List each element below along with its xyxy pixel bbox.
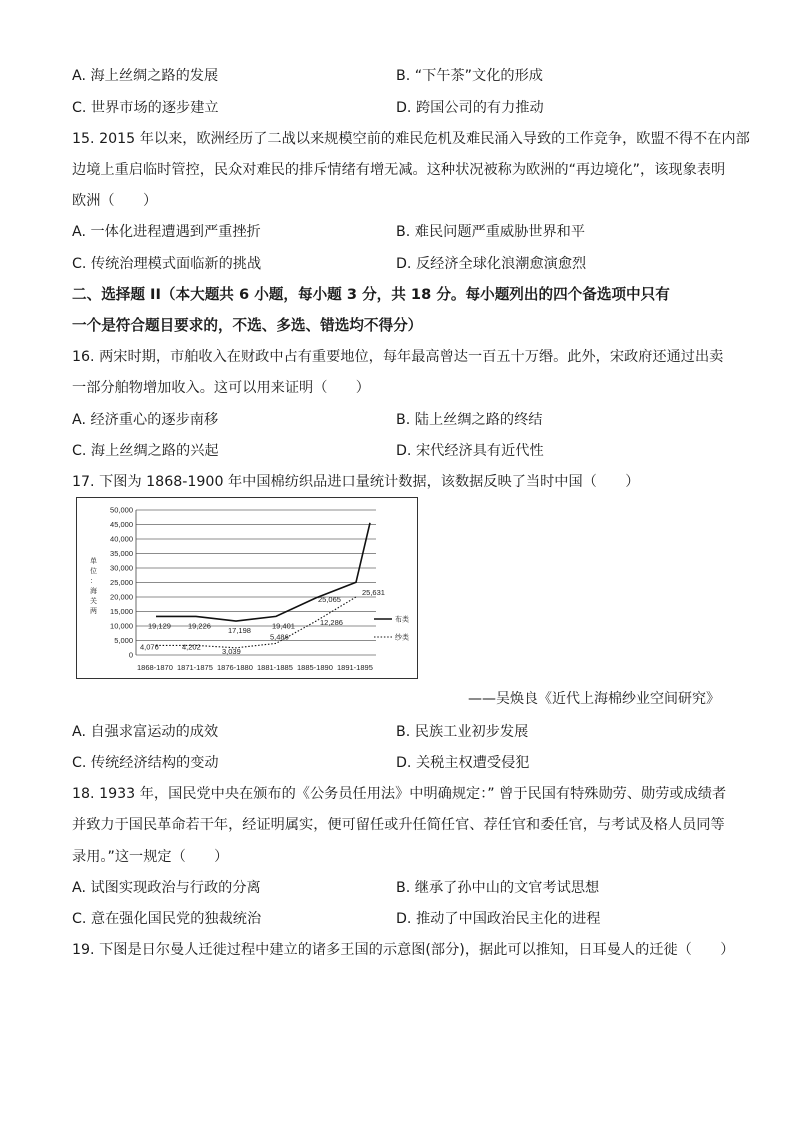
- y-tick-label: 20,000: [110, 592, 133, 602]
- data-label: 19,129: [148, 621, 171, 631]
- cotton-import-chart: [76, 497, 418, 679]
- q17-stem: 17. 下图为 1868-1900 年中国棉纺织品进口量统计数据，该数据反映了当时中国（ ）: [72, 474, 640, 490]
- q19-stem: 19. 下图是日尔曼人迁徙过程中建立的诸多王国的示意图(部分)，据此可以推知，日耳曼人的迁徙（ ）: [72, 942, 735, 958]
- data-label: 19,226: [188, 621, 211, 631]
- section-2-heading-line-1: 二、选择题 II（本大题共 6 小题，每小题 3 分，共 18 分。每小题列出的四个备选项中只有: [72, 286, 670, 303]
- q17-option-a: A. 自强求富运动的成效: [72, 724, 219, 740]
- y-tick-label: 30,000: [110, 563, 133, 573]
- y-axis-label-char-1: 单: [90, 557, 97, 565]
- q18-stem-line-3: 录用。”这一规定（ ）: [72, 849, 229, 865]
- x-tick-label: 1871-1875: [177, 663, 213, 672]
- y-tick-label: 50,000: [110, 505, 133, 515]
- y-tick-label: 45,000: [110, 520, 133, 529]
- legend-label: 布类: [395, 615, 409, 624]
- q15-option-c: C. 传统治理模式面临新的挑战: [72, 256, 262, 272]
- y-axis-label-char-6: 两: [90, 607, 97, 615]
- y-axis-label-char-3: ：: [90, 577, 97, 585]
- y-tick-label: 35,000: [110, 549, 133, 558]
- y-tick-label: 25,000: [110, 578, 133, 587]
- data-label: 3,039: [222, 646, 241, 656]
- q18-option-a: A. 试图实现政治与行政的分离: [72, 880, 261, 896]
- data-label: 17,198: [228, 626, 251, 636]
- q16-option-b: B. 陆上丝绸之路的终结: [396, 412, 543, 428]
- x-tick-label: 1876-1880: [217, 663, 253, 672]
- y-tick-label: 0: [128, 650, 133, 660]
- q15-stem-line-1: 15. 2015 年以来，欧洲经历了二战以来规模空前的难民危机及难民涌入导致的工作竞争，欧盟不得不在内部: [72, 131, 750, 147]
- q15-option-b: B. 难民问题严重威胁世界和平: [396, 224, 586, 240]
- y-tick-label: 10,000: [110, 621, 133, 631]
- q17-option-c: C. 传统经济结构的变动: [72, 755, 219, 771]
- q16-stem-line-1: 16. 两宋时期，市舶收入在财政中占有重要地位，每年最高曾达一百五十万缗。此外，宋政府还通过出卖: [72, 349, 724, 365]
- q15-option-d: D. 反经济全球化浪潮愈演愈烈: [396, 256, 587, 272]
- q15-option-a: A. 一体化进程遭遇到严重挫折: [72, 224, 261, 240]
- q15-stem-line-3: 欧洲（ ）: [72, 193, 158, 209]
- x-tick-label: 1868-1870: [137, 663, 173, 672]
- q17-option-d: D. 关税主权遭受侵犯: [396, 755, 530, 771]
- q18-option-c: C. 意在强化国民党的独裁统治: [72, 911, 262, 927]
- q14-option-a: A. 海上丝绸之路的发展: [72, 68, 219, 84]
- legend-label: 纱类: [395, 633, 409, 642]
- q14-option-d: D. 跨国公司的有力推动: [396, 100, 544, 116]
- q18-option-b: B. 继承了孙中山的文官考试思想: [396, 880, 600, 896]
- q17-option-b: B. 民族工业初步发展: [396, 724, 529, 740]
- q14-option-c: C. 世界市场的逐步建立: [72, 100, 219, 116]
- cotton-import-chart-svg: [76, 497, 418, 679]
- q18-stem-line-1: 18. 1933 年，国民党中央在颁布的《公务员任用法》中明确规定：” 曾于民国有特殊勋劳、勋劳或成绩者: [72, 786, 727, 802]
- data-label: 25,065: [318, 594, 341, 604]
- data-label: 5,486: [270, 632, 289, 642]
- data-label: 4,076: [140, 642, 159, 652]
- y-axis-label-char-2: 位: [90, 567, 97, 575]
- data-label: 4,202: [182, 642, 201, 652]
- y-tick-label: 5,000: [114, 636, 133, 645]
- data-label: 12,286: [320, 618, 343, 628]
- q16-option-c: C. 海上丝绸之路的兴起: [72, 443, 219, 459]
- y-axis-label-char-5: 关: [90, 597, 97, 605]
- x-tick-label: 1881-1885: [257, 663, 293, 672]
- y-tick-label: 15,000: [110, 607, 133, 616]
- y-tick-label: 40,000: [110, 534, 133, 544]
- chart-source-citation: ——吴焕良《近代上海棉纱业空间研究》: [468, 691, 720, 707]
- y-axis-label-char-4: 海: [90, 587, 97, 595]
- q15-stem-line-2: 边境上重启临时管控，民众对难民的排斥情绪有增无减。这种状况被称为欧洲的“再边境化”，该现象表明: [72, 162, 726, 178]
- x-tick-label: 1891-1895: [337, 663, 373, 672]
- data-label: 19,401: [272, 621, 295, 631]
- q16-stem-line-2: 一部分舶物增加收入。这可以用来证明（ ）: [72, 380, 370, 396]
- section-2-heading-line-2: 一个是符合题目要求的，不选、多选、错选均不得分）: [72, 317, 423, 334]
- q16-option-d: D. 宋代经济具有近代性: [396, 443, 544, 459]
- q18-option-d: D. 推动了中国政治民主化的进程: [396, 911, 601, 927]
- q18-stem-line-2: 并致力于国民革命若干年，经证明属实，便可留任或升任简任官、荐任官和委任官，与考试及格人员同等: [72, 817, 725, 833]
- x-tick-label: 1885-1890: [297, 663, 333, 672]
- q14-option-b: B. “下午茶”文化的形成: [396, 68, 543, 84]
- q16-option-a: A. 经济重心的逐步南移: [72, 412, 219, 428]
- data-label: 25,631: [362, 588, 385, 597]
